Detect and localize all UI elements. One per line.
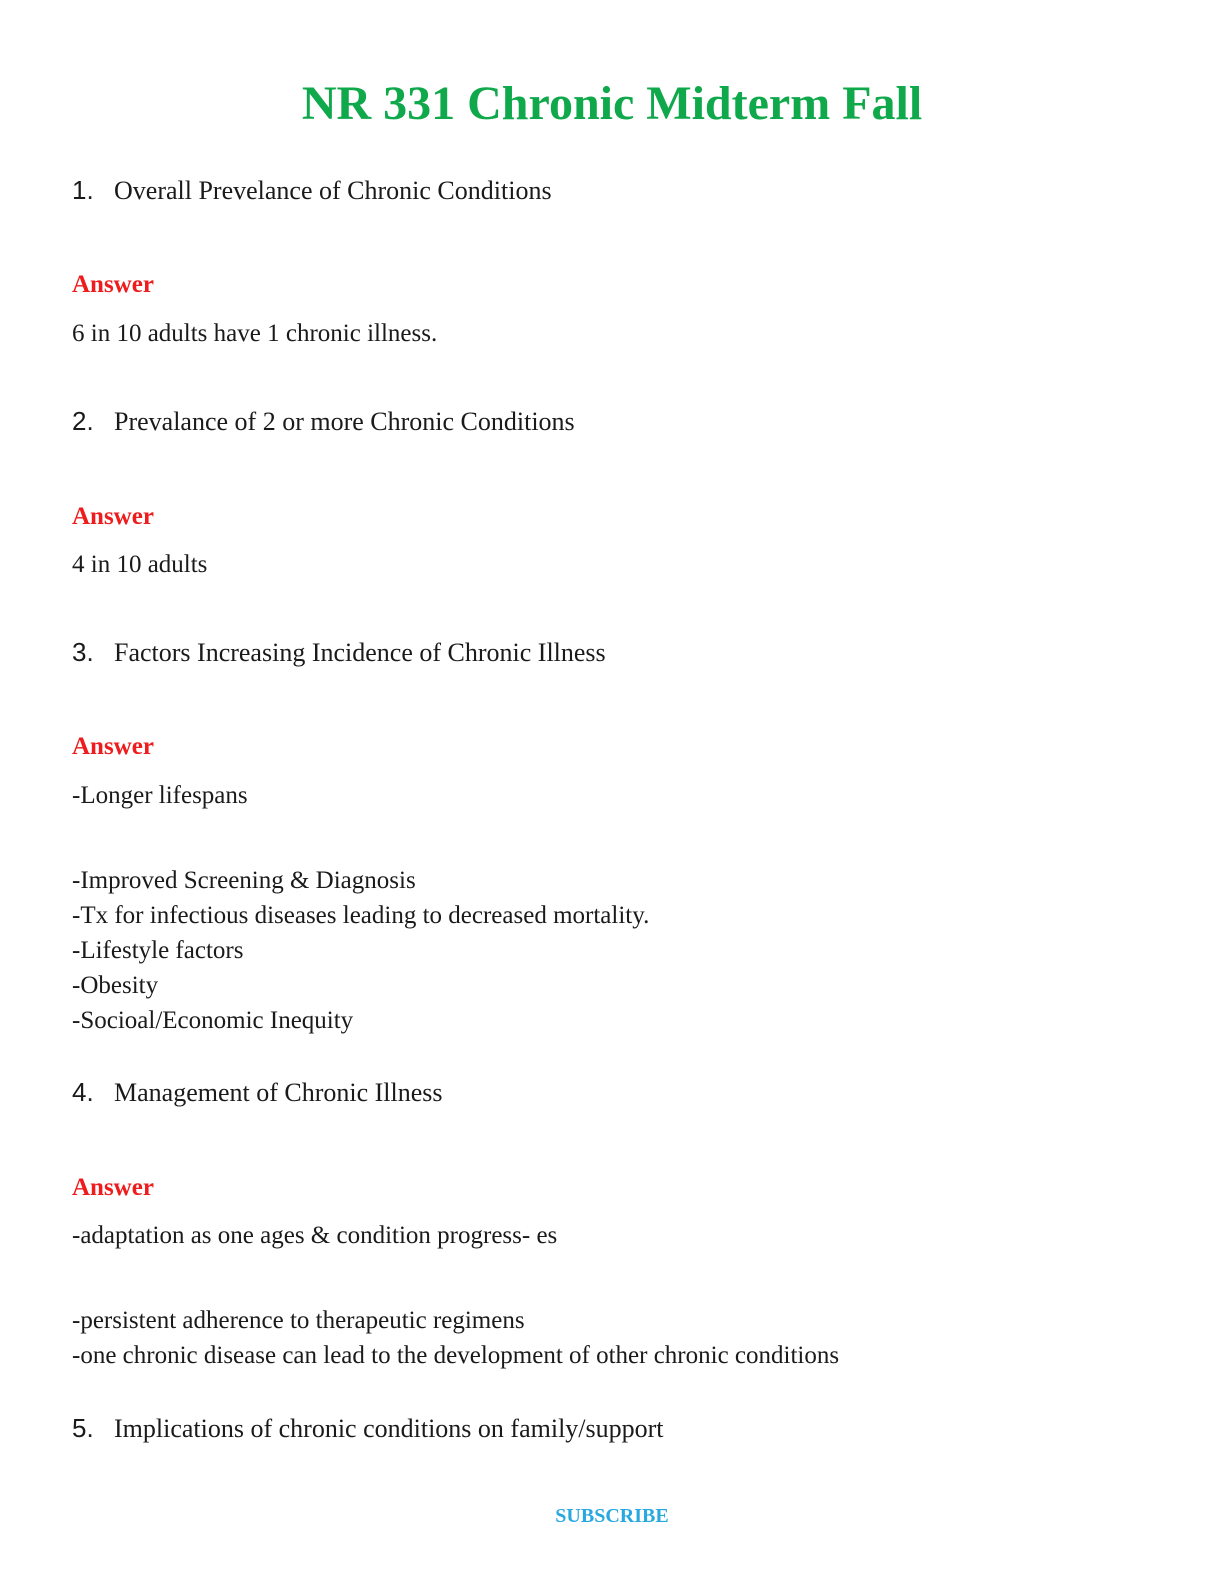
- answer-label-1: Answer: [72, 271, 154, 298]
- answer-line: -adaptation as one ages & condition progress- es: [72, 1222, 558, 1249]
- answer-label-4: Answer: [72, 1174, 154, 1201]
- question-number: 1.: [72, 175, 94, 205]
- question-text: Overall Prevelance of Chronic Conditions: [114, 176, 552, 205]
- answer-4-first: [72, 1218, 557, 1253]
- question-text: Prevalance of 2 or more Chronic Conditions: [114, 407, 575, 436]
- answer-line: -Improved Screening & Diagnosis: [72, 867, 416, 894]
- answer-line: -Lifestyle factors: [72, 937, 244, 964]
- answer-line: -Obesity: [72, 972, 159, 999]
- question-text: Factors Increasing Incidence of Chronic Illness: [114, 638, 606, 667]
- answer-line: -Longer lifespans: [72, 782, 248, 809]
- answer-label-2: Answer: [72, 503, 154, 530]
- question-number: 2.: [72, 406, 94, 436]
- page-title: NR 331 Chronic Midterm Fall: [301, 77, 923, 130]
- question-4: [72, 1074, 443, 1111]
- answer-line: 4 in 10 adults: [72, 551, 208, 578]
- answer-1: [72, 316, 437, 351]
- question-5: [72, 1410, 664, 1447]
- answer-4-list: [72, 1303, 839, 1373]
- answer-line: -Socioal/Economic Inequity: [72, 1007, 354, 1034]
- question-number: 3.: [72, 637, 94, 667]
- question-3: [72, 634, 606, 671]
- subscribe-link[interactable]: SUBSCRIBE: [555, 1505, 669, 1527]
- question-1: [72, 172, 552, 209]
- answer-line: -Tx for infectious diseases leading to decreased mortality.: [72, 902, 650, 929]
- question-2: [72, 403, 575, 440]
- question-number: 4.: [72, 1077, 94, 1107]
- question-text: Implications of chronic conditions on family/support: [114, 1414, 664, 1443]
- answer-3-first: [72, 778, 248, 813]
- answer-2: [72, 547, 207, 582]
- answer-3-list: [72, 863, 649, 1038]
- answer-line: -persistent adherence to therapeutic regimens: [72, 1307, 525, 1334]
- question-text: Management of Chronic Illness: [114, 1078, 443, 1107]
- question-number: 5.: [72, 1413, 94, 1443]
- answer-line: 6 in 10 adults have 1 chronic illness.: [72, 320, 438, 347]
- answer-label-3: Answer: [72, 733, 154, 760]
- answer-line: -one chronic disease can lead to the development of other chronic conditions: [72, 1342, 840, 1369]
